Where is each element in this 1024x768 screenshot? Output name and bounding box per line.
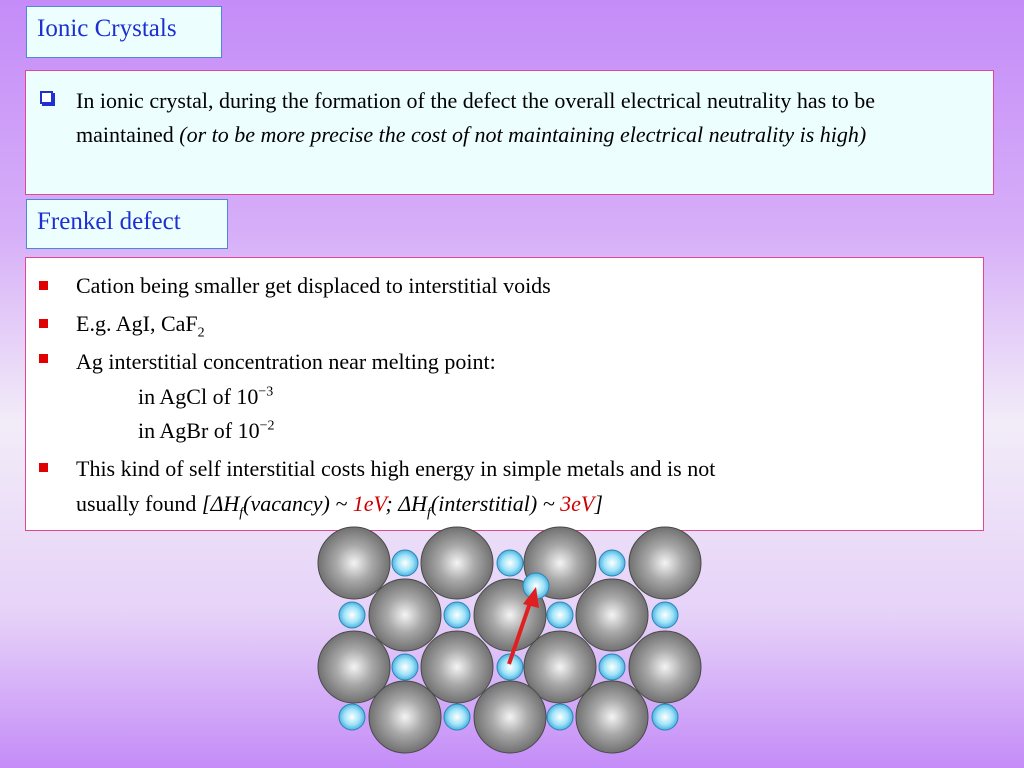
- cation-ion: [339, 602, 365, 628]
- cation-ion: [444, 704, 470, 730]
- agbr-exponent: −2: [259, 418, 275, 434]
- anion-ion: [629, 527, 701, 599]
- cation-ion: [652, 704, 678, 730]
- anion-ion: [369, 681, 441, 753]
- interstitial-energy: 3eV: [560, 491, 595, 516]
- anion-ion: [318, 527, 390, 599]
- example-text: E.g. AgI, CaF: [76, 311, 198, 336]
- vacancy-energy: 1eV: [352, 491, 386, 516]
- bullet-cation-displaced: Cation being smaller get displaced to interstitial voids: [76, 273, 551, 298]
- bullet-self-interstitial-line1: This kind of self interstitial costs high energy in simple metals and is not: [76, 456, 716, 481]
- cation-ion: [547, 704, 573, 730]
- intro-text: In ionic crystal, during the formation of the defect the overall electrical neutrality has to be maintained: [76, 88, 876, 147]
- anion-ion: [421, 527, 493, 599]
- cation-ion: [599, 550, 625, 576]
- anion-ion: [369, 579, 441, 651]
- intro-italic: (or to be more precise the cost of not maintaining electrical neutrality is high): [179, 122, 867, 147]
- anion-ion: [576, 579, 648, 651]
- cation-ion: [547, 602, 573, 628]
- bullet-ag-concentration: Ag interstitial concentration near melting point:: [76, 349, 496, 374]
- anion-ion: [474, 681, 546, 753]
- usually-found-text: usually found: [76, 491, 202, 516]
- cation-ion: [497, 550, 523, 576]
- anion-ion: [629, 631, 701, 703]
- agbr-text: in AgBr of 10: [138, 418, 260, 443]
- title-frenkel-defect: Frenkel defect: [26, 199, 228, 249]
- cation-ion: [444, 602, 470, 628]
- agcl-exponent: −3: [258, 384, 274, 400]
- anion-ion: [576, 681, 648, 753]
- cation-ion: [392, 550, 418, 576]
- title-ionic-crystals: Ionic Crystals: [26, 6, 222, 58]
- anion-ion: [421, 631, 493, 703]
- agcl-text: in AgCl of 10: [138, 384, 259, 409]
- cation-ion: [652, 602, 678, 628]
- cation-ion: [599, 654, 625, 680]
- energy-expression: [$\Delta H_f(vacancy)$ ~ 1eV; $\Delta H_f(interstitial)$ ~ 3eV]: [201, 491, 603, 521]
- cation-ion: [339, 704, 365, 730]
- cation-ion: [392, 654, 418, 680]
- example-subscript: 2: [197, 325, 205, 341]
